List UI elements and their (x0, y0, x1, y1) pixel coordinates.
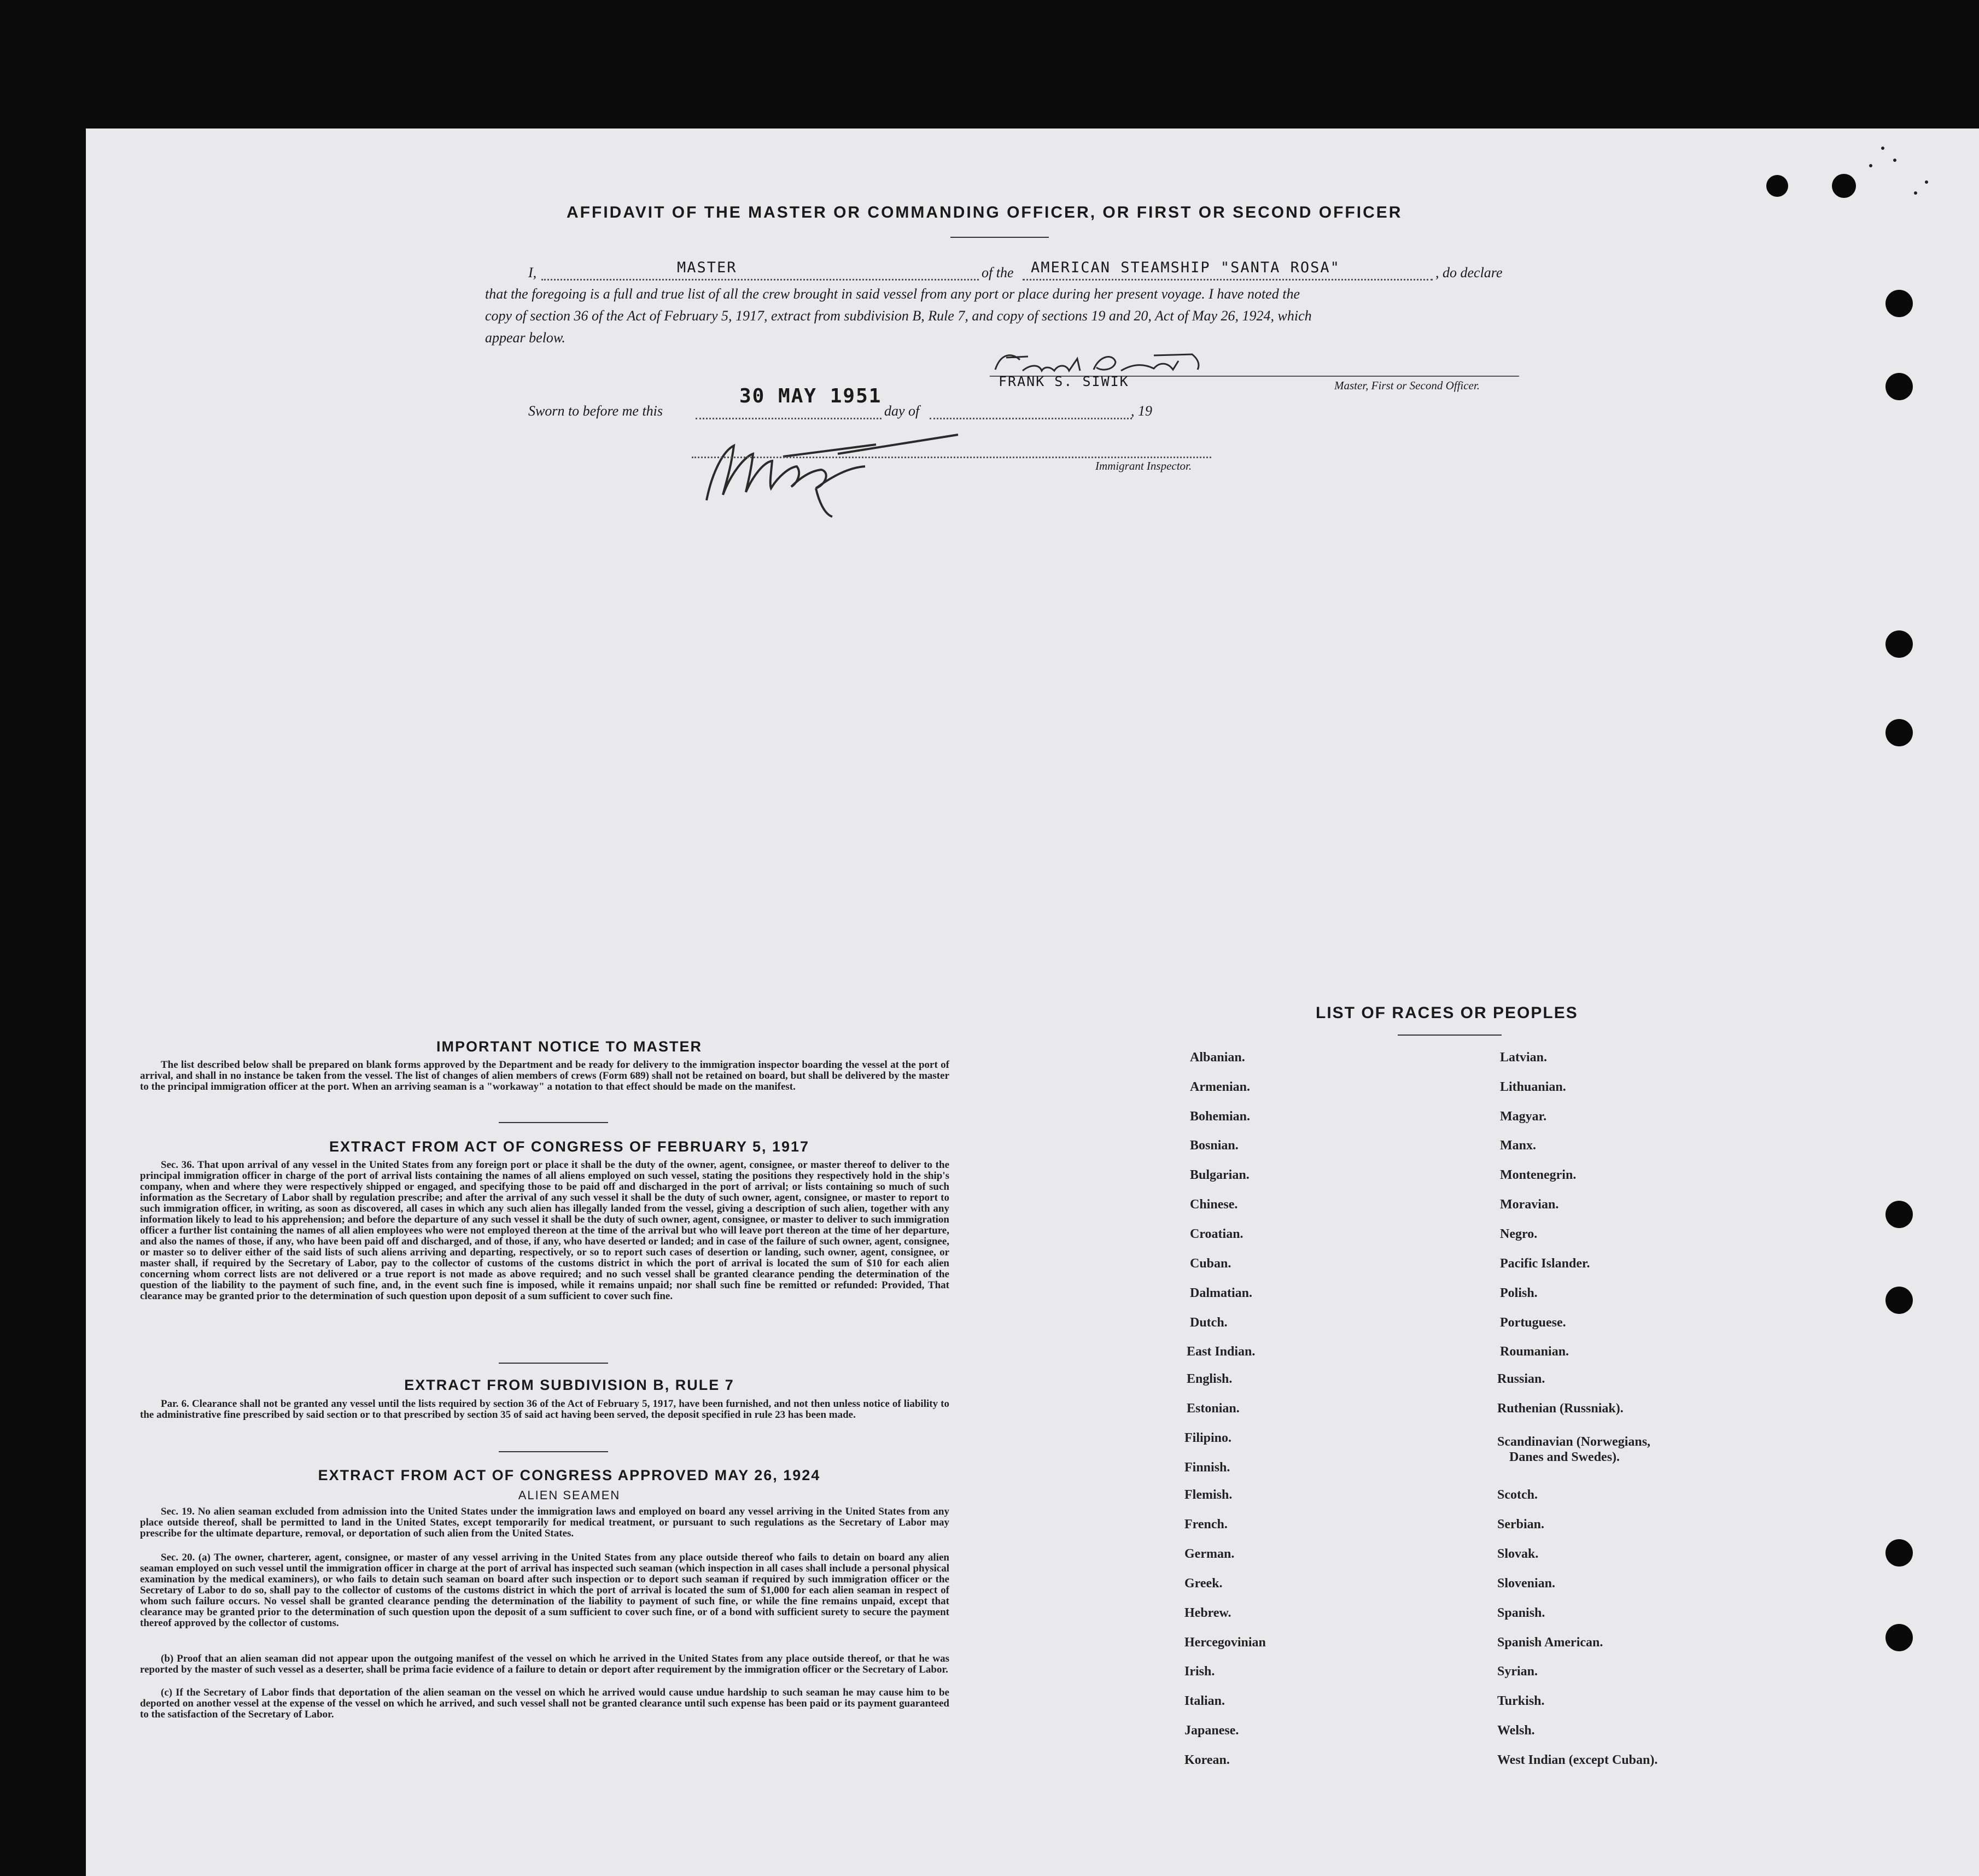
vessel-line (1023, 279, 1433, 280)
title-divider (950, 237, 1049, 238)
binder-hole (1885, 1539, 1913, 1567)
race-right: Lithuanian. (1500, 1080, 1566, 1094)
extract-1917-text: Sec. 36. That upon arrival of any vessel in the United States from any foreign port or place it shall be the duty of the owner, agent, consignee, or master thereof to deliver to the principal immigration officer in charge of the port of arrival lists containing the names of all aliens employed on such vessel, stating the positions they respectively hold in the ship's company, when and where they were respectively shipped or engaged, and specifying those to be paid off and discharged in the port of arrival; or lists containing so much of such information as the Secretary of Labor shall by regulation prescribe; and after the arrival of any such vessel it shall be the duty of such owner, agent, consignee, or master to report to such immigration officer, in writing, as soon as discovered, all cases in which any such alien has illegally landed from the vessel, giving a description of such alien, together with any information likely to lead to his apprehension; and before the departure of any such vessel it shall be the duty of such owner, agent, consignee, or master to deliver to such immigration officer a further list containing the names of all alien employees who were not employed thereon at the time of the arrival but who will leave port thereon at the time of her departure, and also the names of those, if any, who have been paid off and discharged, and of those, if any, who have deserted or landed; and in case of the failure of such owner, agent, consignee, or master so to deliver either of the said lists of such aliens arriving and departing, respectively, or so to report such cases of desertion or landing, such owner, agent, consignee, or master shall, if required by the Secretary of Labor, pay to the collector of customs of the customs district in which the port of arrival is located the sum of $10 for each alien concerning whom correct lists are not delivered or a true report is not made as above required; and no such vessel shall be granted clearance pending the determination of the question of the liability to the payment of such fine, and, in the event such fine is imposed, while it remains unpaid; nor shall such fine be remitted or refunded: Provided, That clearance may be granted prior to the determination of such question upon deposit of a sum sufficient to cover such fine. (140, 1159, 949, 1302)
sworn-date-line (696, 418, 881, 419)
year-prefix: , 19 (1131, 403, 1152, 419)
race-left: Filipino. (1184, 1431, 1232, 1445)
race-left: Flemish. (1184, 1488, 1233, 1502)
affidavit-title: AFFIDAVIT OF THE MASTER OR COMMANDING OFFICER, OR FIRST OR SECOND OFFICER (567, 203, 1403, 221)
extract-1924-title: EXTRACT FROM ACT OF CONGRESS APPROVED MAY 26, 1924 (318, 1467, 821, 1483)
race-right: Montenegrin. (1500, 1168, 1577, 1182)
race-right: Serbian. (1497, 1517, 1545, 1532)
race-right: Turkish. (1497, 1694, 1545, 1708)
day-of-label: day of (884, 403, 920, 419)
race-left: Korean. (1184, 1753, 1230, 1767)
extract-rule7-text: Par. 6. Clearance shall not be granted any vessel until the lists required by section 36 of the Act of February 5, 1917, have been furnished, and not then unless notice of liability to the administrative fine prescribed by said section or to that prescribed by section 35 of said act having been served, the deposit specified in rule 23 has been made. (140, 1398, 949, 1421)
race-left: Dutch. (1190, 1316, 1228, 1330)
paper-speck (1925, 180, 1928, 184)
race-left: Japanese. (1184, 1723, 1239, 1738)
race-left: Bosnian. (1190, 1138, 1239, 1153)
sec20b-text: (b) Proof that an alien seaman did not appear upon the outgoing manifest of the vessel on which he arrived in the United States from any place outside thereof, or that he was reported by the master of such vessel as a deserter, shall be prima facie evidence of a failure to detain or deport after requirement by the immigration officer or the Secretary of Labor. (140, 1653, 949, 1675)
races-divider (1398, 1035, 1502, 1036)
position-line (541, 279, 979, 280)
race-right: Scotch. (1497, 1488, 1538, 1502)
race-left: East Indian. (1187, 1345, 1256, 1359)
paper-speck (1869, 164, 1872, 167)
binder-hole (1885, 1201, 1913, 1228)
notice-title: IMPORTANT NOTICE TO MASTER (436, 1038, 702, 1055)
race-right: Welsh. (1497, 1723, 1535, 1738)
race-left: Hebrew. (1184, 1606, 1231, 1620)
paper-speck (1914, 191, 1917, 195)
affidavit-body-line3: appear below. (485, 330, 565, 346)
race-right: Manx. (1500, 1138, 1536, 1153)
binder-hole (1832, 174, 1856, 198)
race-left: Croatian. (1190, 1227, 1244, 1241)
race-right: Ruthenian (Russniak). (1497, 1401, 1624, 1416)
binder-hole (1885, 290, 1913, 317)
signer-name: FRANK S. SIWIK (999, 373, 1129, 389)
extract-rule7-title: EXTRACT FROM SUBDIVISION B, RULE 7 (404, 1377, 734, 1393)
race-right: Magyar. (1500, 1109, 1547, 1124)
race-right: Spanish American. (1497, 1635, 1603, 1650)
race-left: Estonian. (1187, 1401, 1240, 1416)
sec20c-text: (c) If the Secretary of Labor finds that deportation of the alien seaman on the vessel on which he arrived would cause undue hardship to such seaman he may cause him to be deported on another vessel at the expense of the vessel on which he arrived, and such vessel shall not be granted clearance until such expense has been paid or its payment guaranteed to the satisfaction of the Secretary of Labor. (140, 1687, 949, 1720)
race-left: Chinese. (1190, 1197, 1238, 1212)
race-right: Moravian. (1500, 1197, 1559, 1212)
race-left: Irish. (1184, 1664, 1215, 1679)
race-right: Syrian. (1497, 1664, 1538, 1679)
race-left: Cuban. (1190, 1256, 1231, 1271)
inspector-line (692, 457, 1211, 458)
signer-caption: Master, First or Second Officer. (1334, 379, 1480, 392)
affidavit-body-line1: that the foregoing is a full and true list of all the crew brought in said vessel from any port or place during her present voyage. I have noted the (485, 286, 1300, 302)
paper-speck (1881, 147, 1884, 150)
position-typed: MASTER (677, 259, 737, 276)
race-right: Polish. (1500, 1286, 1538, 1300)
notice-divider (499, 1122, 608, 1123)
race-right: Russian. (1497, 1372, 1545, 1386)
race-left: Hercegovinian (1184, 1635, 1266, 1650)
race-right: Pacific Islander. (1500, 1256, 1590, 1271)
race-left: Greek. (1184, 1576, 1223, 1591)
binder-hole (1766, 175, 1788, 197)
paper-speck (1893, 159, 1896, 162)
race-left: Dalmatian. (1190, 1286, 1252, 1300)
do-declare-label: , do declare (1435, 265, 1503, 280)
race-left: Italian. (1184, 1694, 1225, 1708)
affidavit-body-line2: copy of section 36 of the Act of February 5, 1917, extract from subdivision B, Rule 7, and copy of sections 19 and 20, Act of May 26, 1924, which (485, 308, 1312, 324)
extract-rule7-divider (499, 1451, 608, 1452)
race-right: Slovak. (1497, 1547, 1539, 1561)
race-left: English. (1187, 1372, 1233, 1386)
race-left: Bulgarian. (1190, 1168, 1250, 1182)
alien-seamen-subtitle: ALIEN SEAMEN (518, 1488, 621, 1502)
vessel-typed: AMERICAN STEAMSHIP "SANTA ROSA" (1031, 259, 1340, 276)
race-right: Danes and Swedes). (1509, 1450, 1620, 1464)
race-right: Negro. (1500, 1227, 1538, 1241)
race-right: Portuguese. (1500, 1316, 1566, 1330)
binder-hole (1885, 373, 1913, 400)
inspector-caption: Immigrant Inspector. (1095, 459, 1192, 472)
race-right: Latvian. (1500, 1050, 1548, 1065)
race-left: German. (1184, 1547, 1235, 1561)
race-left: Bohemian. (1190, 1109, 1251, 1124)
binder-hole (1885, 1287, 1913, 1314)
race-right: Scandinavian (Norwegians, (1497, 1435, 1651, 1449)
i-label: I, (528, 265, 537, 280)
binder-hole (1885, 1624, 1913, 1651)
race-right: West Indian (except Cuban). (1497, 1753, 1658, 1767)
race-right: Roumanian. (1500, 1345, 1569, 1359)
race-left: Albanian. (1190, 1050, 1245, 1065)
sec19-text: Sec. 19. No alien seaman excluded from admission into the United States under the immigration laws and employed on board any vessel arriving in the United States from any place outside thereof, shall be permitted to land in the United States, except temporarily for medical treatment, or pursuant to such regulations as the Secretary of Labor may prescribe for the ultimate departure, removal, or deportation of such alien from the United States. (140, 1506, 949, 1539)
race-right: Slovenian. (1497, 1576, 1556, 1591)
sec20a-text: Sec. 20. (a) The owner, charterer, agent, consignee, or master of any vessel arriving in the United States from any place outside thereof who fails to detain on board any alien seaman employed on such vessel until the immigration officer in charge at the port of arrival has inspected such seaman (which inspection in all cases shall include a personal physical examination by the medical examiners), or who fails to detain such seaman on board after such inspection or to deport such seaman if required by such immigration officer or the Secretary of Labor to do so, shall pay to the collector of customs of the customs district in which the port of arrival is located the sum of $1,000 for each alien seaman in respect of whom such failure occurs. No vessel shall be granted clearance pending the determination of the liability to payment of such fine, or while the fine remains unpaid, except that clearance may be granted prior to the determination of such question upon the deposit of a sum sufficient to cover such fine, or of a bond with sufficient surety to secure the payment thereof approved by the collector of customs. (140, 1552, 949, 1629)
race-right: Spanish. (1497, 1606, 1545, 1620)
extract-1917-divider (499, 1363, 608, 1364)
notice-text: The list described below shall be prepared on blank forms approved by the Department and be ready for delivery to the immigration inspector boarding the vessel at the port of arrival, and shall in no instance be taken from the vessel. The list of changes of alien members of crews (Form 689) shall not be retained on board, but shall be delivered by the master to the principal immigration officer at the port. When an arriving seaman is a "workaway" a notation to that effect should be made on the manifest. (140, 1059, 949, 1092)
sworn-label: Sworn to before me this (528, 403, 663, 419)
extract-1917-title: EXTRACT FROM ACT OF CONGRESS OF FEBRUARY 5, 1917 (329, 1138, 810, 1155)
sworn-date-stamp: 30 MAY 1951 (739, 385, 882, 407)
race-left: French. (1184, 1517, 1228, 1532)
binder-hole (1885, 719, 1913, 746)
races-title: LIST OF RACES OR PEOPLES (1316, 1004, 1578, 1022)
race-left: Finnish. (1184, 1460, 1230, 1475)
of-the-label: of the (982, 265, 1014, 280)
binder-hole (1885, 630, 1913, 658)
month-line (930, 418, 1132, 419)
race-left: Armenian. (1190, 1080, 1250, 1094)
inspector-signature (701, 424, 964, 522)
